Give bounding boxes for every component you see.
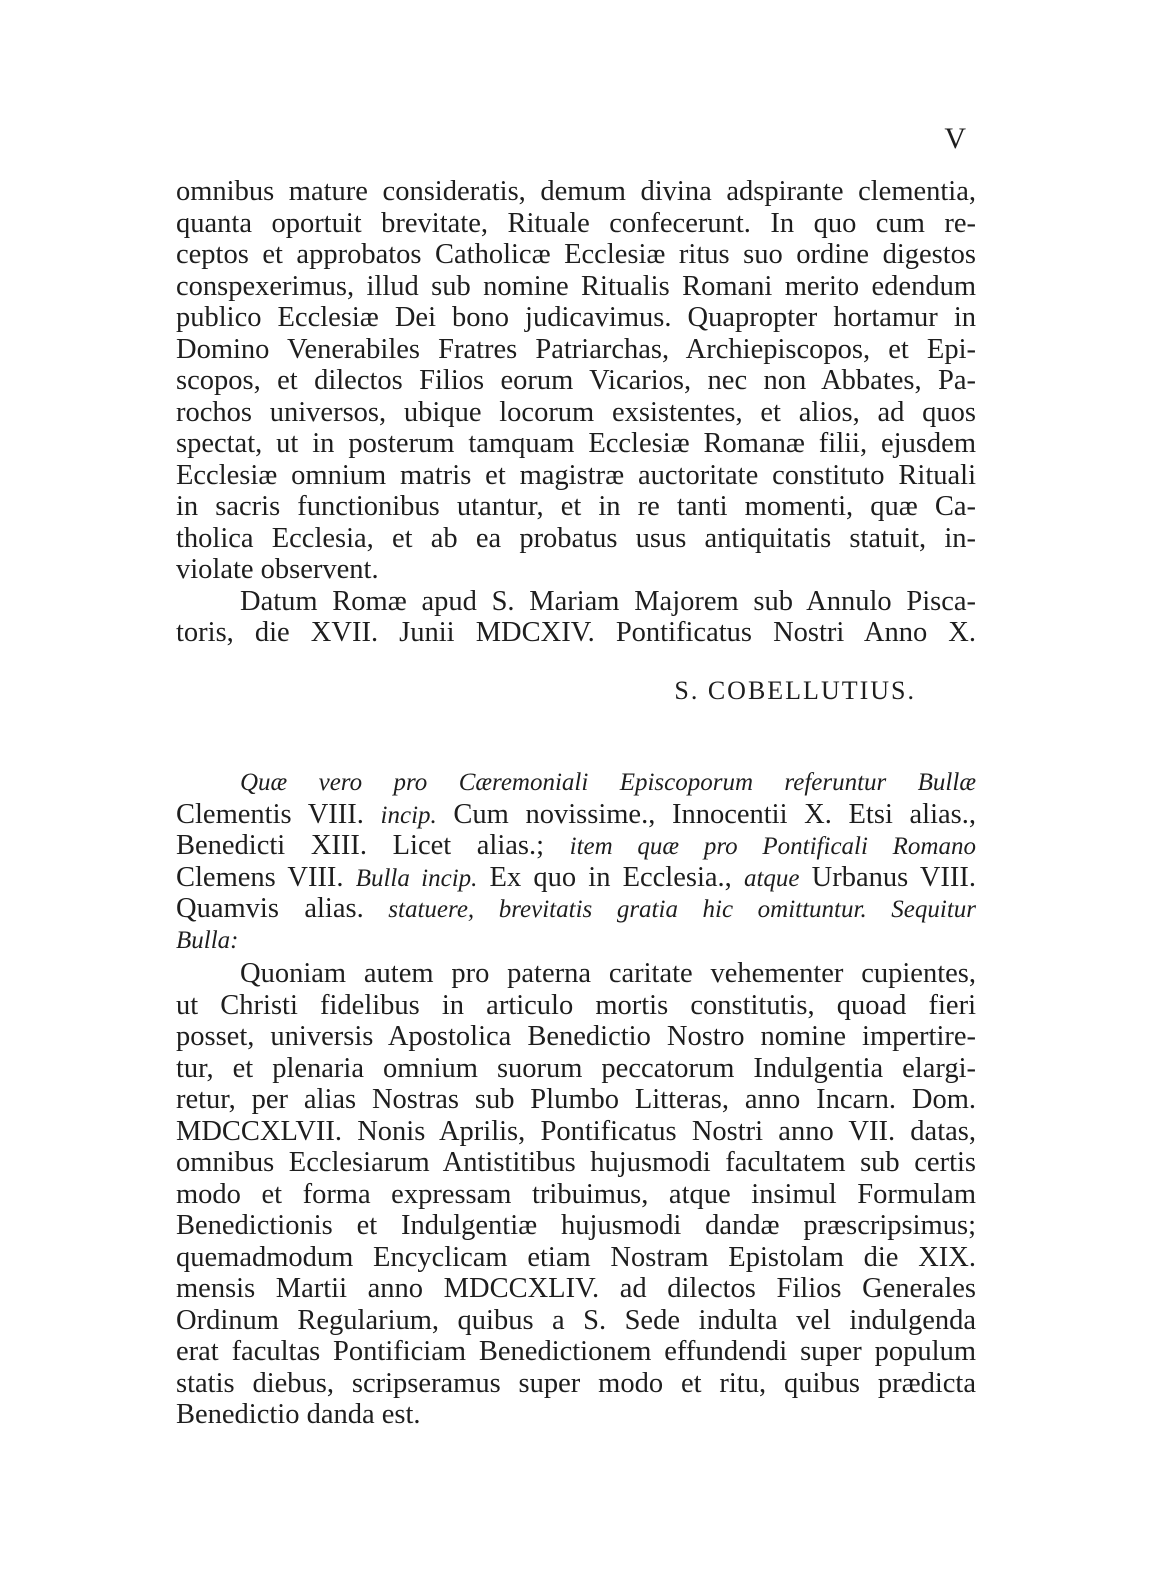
- note-text: Urbanus VIII.: [799, 861, 977, 893]
- text-line: Benedictio danda est.: [176, 1399, 421, 1430]
- text-line: Quoniam autem pro paterna caritate vehementer cupientes,: [240, 958, 976, 989]
- note-text: Clemens VIII.: [176, 861, 356, 893]
- text-line: scopos, et dilectos Filios eorum Vicarios, nec non Abbates, Pa-: [176, 365, 976, 396]
- note-line: Quæ vero pro Cæremoniali Episcoporum referuntur Bullæ: [240, 769, 976, 796]
- text-line: rochos universos, ubique locorum exsistentes, et alios, ad quos: [176, 396, 976, 428]
- note-text: Clementis VIII.: [176, 798, 381, 830]
- signature: S. COBELLUTIUS.: [674, 676, 916, 705]
- note-italic: Bulla incip.: [355, 864, 478, 892]
- text-line: omnibus mature consideratis, demum divina adspirante clementia,: [176, 176, 976, 207]
- text-line: publico Ecclesiæ Dei bono judicavimus. Quapropter hortamur in: [176, 302, 976, 333]
- note-line: [176, 799, 976, 831]
- text-line: omnibus Ecclesiarum Antistitibus hujusmodi facultatem sub certis: [176, 1147, 976, 1178]
- note-text: Quamvis alias.: [176, 893, 364, 924]
- text-line: ut Christi fidelibus in articulo mortis constitutis, quoad fieri: [176, 989, 976, 1021]
- note-text: Cum novissime., Innocentii X. Etsi alias.,: [436, 798, 976, 830]
- note-line: [176, 893, 976, 925]
- text-line: MDCCXLVII. Nonis Aprilis, Pontificatus Nostri anno VII. datas,: [176, 1115, 976, 1147]
- note-italic: statuere, brevitatis gratia hic omittuntur. Sequitur: [363, 896, 976, 923]
- text-line: mensis Martii anno MDCCXLIV. ad dilectos Filios Generales: [176, 1273, 976, 1304]
- note-text: Ex quo in Ecclesia.,: [477, 861, 744, 893]
- note-line: Bulla:: [176, 926, 239, 954]
- text-line: modo et forma expressam tribuimus, atque insimul Formulam: [176, 1178, 976, 1210]
- brief-closing-text: [176, 176, 976, 649]
- text-line: posset, universis Apostolica Benedictio Nostro nomine impertire-: [176, 1021, 976, 1052]
- bull-text: [176, 958, 976, 1431]
- note-line: [176, 862, 976, 894]
- text-line: ceptos et approbatos Catholicæ Ecclesiæ ritus suo ordine digestos: [176, 239, 976, 270]
- note-italic: item quæ pro Pontificali Romano: [569, 833, 976, 860]
- text-line: Benedictionis et Indulgentiæ hujusmodi dandæ præscripsimus;: [176, 1210, 976, 1241]
- paragraph-decree: [176, 176, 976, 586]
- text-line: Ordinum Regularium, quibus a S. Sede indulta vel indulgenda: [176, 1304, 976, 1336]
- text-line: Datum Romæ apud S. Mariam Majorem sub Annulo Pisca-: [240, 585, 976, 617]
- text-line: Domino Venerabiles Fratres Patriarchas, Archiepiscopos, et Epi-: [176, 333, 976, 365]
- text-line: quemadmodum Encyclicam etiam Nostram Epistolam die XIX.: [176, 1241, 976, 1273]
- page-number: V: [944, 122, 966, 155]
- note-text: Benedicti XIII. Licet alias.;: [176, 830, 570, 861]
- text-line: conspexerimus, illud sub nomine Ritualis Romani merito edendum: [176, 270, 976, 302]
- note-italic: incip.: [380, 801, 437, 829]
- text-line: statis diebus, scripseramus super modo et ritu, quibus prædicta: [176, 1367, 976, 1399]
- text-line: tur, et plenaria omnium suorum peccatorum Indulgentia elargi-: [176, 1052, 976, 1084]
- text-line: Ecclesiæ omnium matris et magistræ auctoritate constituto Rituali: [176, 459, 976, 491]
- paragraph-datum: [176, 586, 976, 649]
- editorial-note: [176, 767, 976, 956]
- text-line: erat facultas Pontificiam Benedictionem effundendi super populum: [176, 1336, 976, 1367]
- text-line: spectat, ut in posterum tamquam Ecclesiæ Romanæ filii, ejusdem: [176, 428, 976, 459]
- text-line: tholica Ecclesia, et ab ea probatus usus antiquitatis statuit, in-: [176, 522, 976, 554]
- note-italic: atque: [743, 864, 800, 892]
- text-line: quanta oportuit brevitate, Rituale confecerunt. In quo cum re-: [176, 207, 976, 239]
- text-line: in sacris functionibus utantur, et in re tanti momenti, quæ Ca-: [176, 491, 976, 522]
- note-line: [176, 830, 976, 862]
- text-line: retur, per alias Nostras sub Plumbo Litteras, anno Incarn. Dom.: [176, 1084, 976, 1115]
- text-line: violate observent.: [176, 554, 379, 585]
- text-line: toris, die XVII. Junii MDCXIV. Pontificatus Nostri Anno X.: [176, 617, 976, 648]
